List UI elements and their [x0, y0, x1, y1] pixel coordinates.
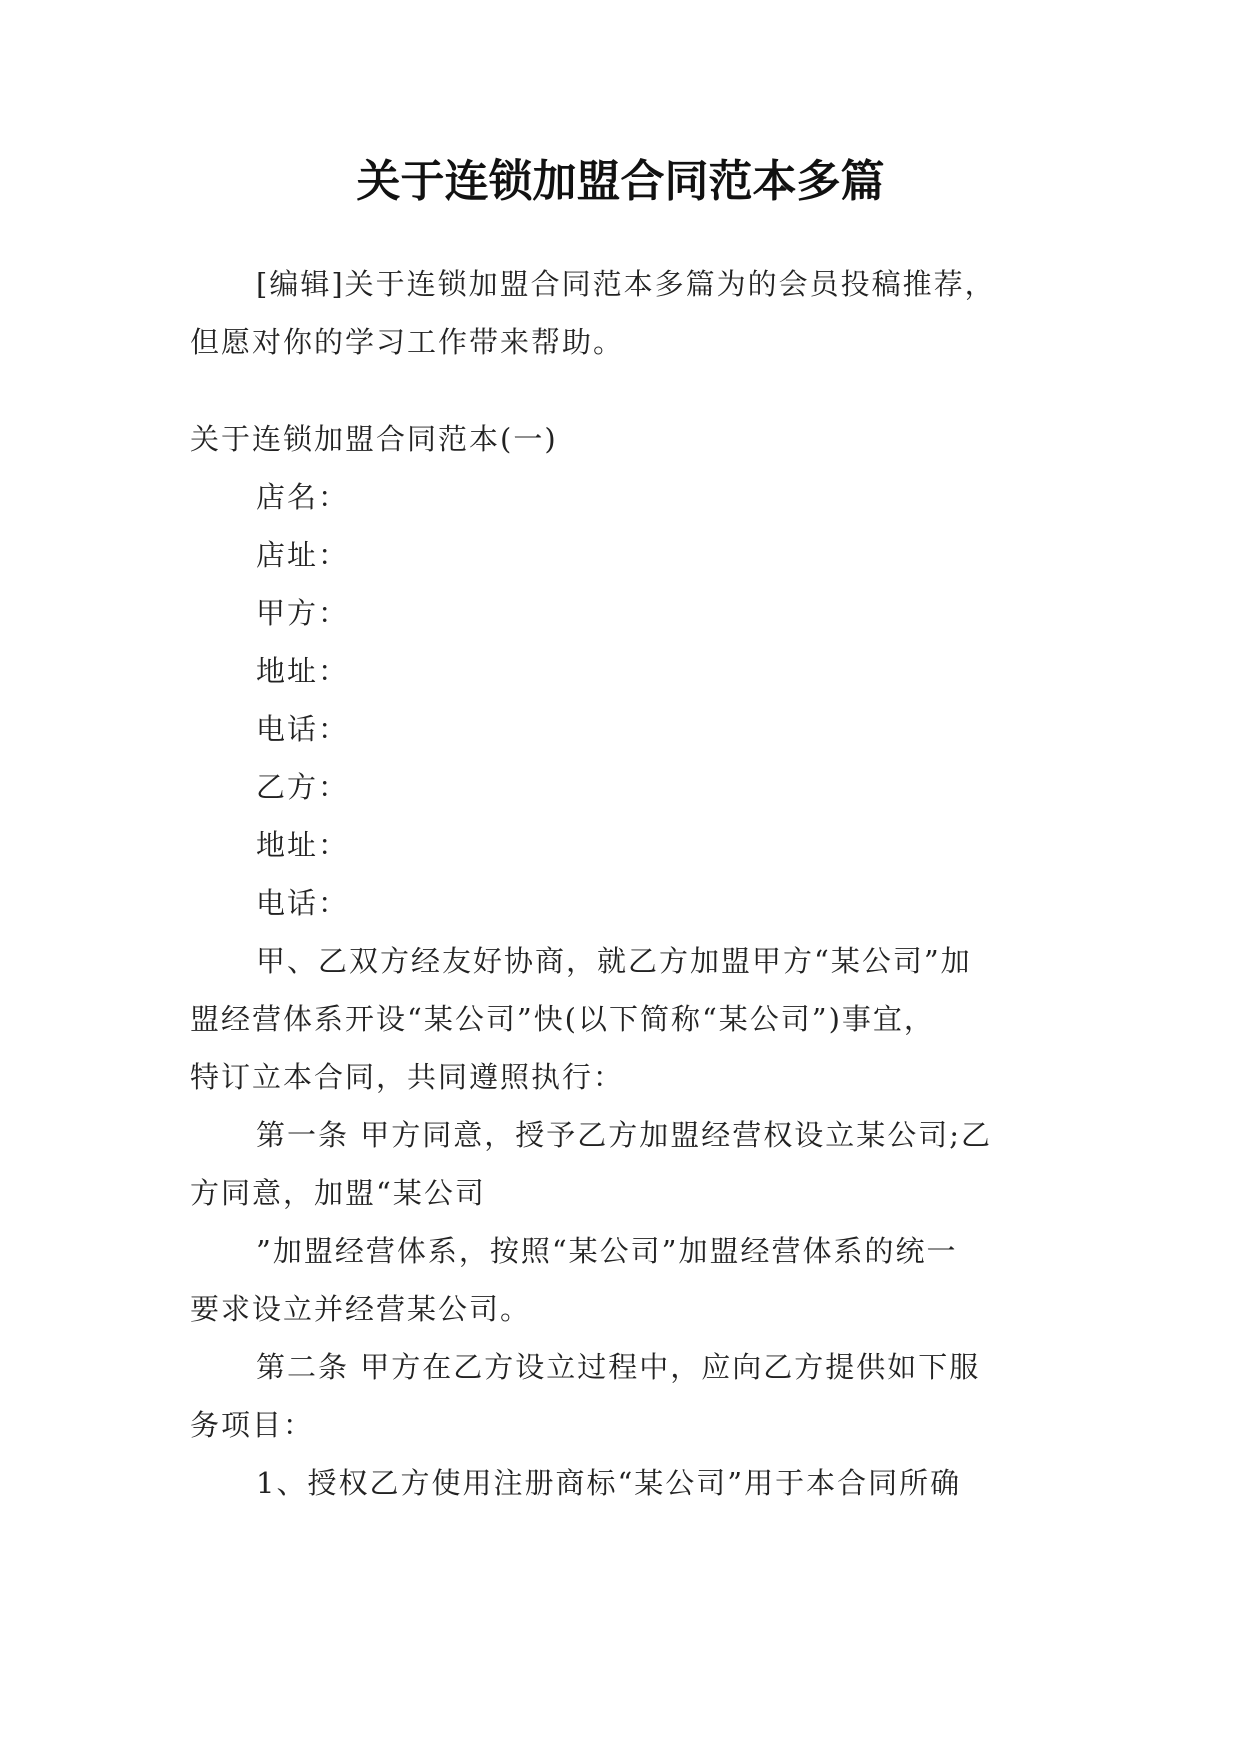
field-party-a-phone: 电话： — [256, 712, 350, 746]
contract-body — [190, 410, 1052, 1512]
field-shop-address: 店址： — [256, 538, 350, 572]
paragraph-line: 盟经营体系开设“某公司”快(以下简称“某公司”)事宜， — [190, 1002, 935, 1036]
article-1-line: 方同意，加盟“某公司 — [190, 1176, 486, 1210]
field-party-a: 甲方： — [256, 596, 350, 630]
intro-line: [编辑]关于连锁加盟合同范本多篇为的会员投稿推荐， — [256, 267, 996, 301]
field-party-b-phone: 电话： — [256, 886, 350, 920]
document-title: 关于连锁加盟合同范本多篇 — [356, 156, 885, 207]
intro-line: 但愿对你的学习工作带来帮助。 — [190, 325, 625, 359]
article-1-line: ”加盟经营体系，按照“某公司”加盟经营体系的统一 — [256, 1234, 958, 1268]
article-2-line: 第二条 甲方在乙方设立过程中，应向乙方提供如下服 — [256, 1350, 981, 1384]
section-heading: 关于连锁加盟合同范本(一) — [190, 422, 558, 456]
field-party-b-address: 地址： — [256, 828, 350, 862]
field-party-b: 乙方： — [256, 770, 350, 804]
article-2-line: 务项目： — [190, 1408, 315, 1442]
article-1-line: 要求设立并经营某公司。 — [190, 1292, 532, 1326]
article-1-line: 第一条 甲方同意，授予乙方加盟经营权设立某公司;乙 — [256, 1118, 992, 1152]
list-item: 1、授权乙方使用注册商标“某公司”用于本合同所确 — [256, 1466, 962, 1500]
field-party-a-address: 地址： — [256, 654, 350, 688]
field-shop-name: 店名： — [256, 480, 350, 514]
paragraph-line: 特订立本合同，共同遵照执行： — [190, 1060, 625, 1094]
paragraph-line: 甲、乙双方经友好协商，就乙方加盟甲方“某公司”加 — [256, 944, 972, 978]
intro-paragraph — [190, 255, 1052, 371]
